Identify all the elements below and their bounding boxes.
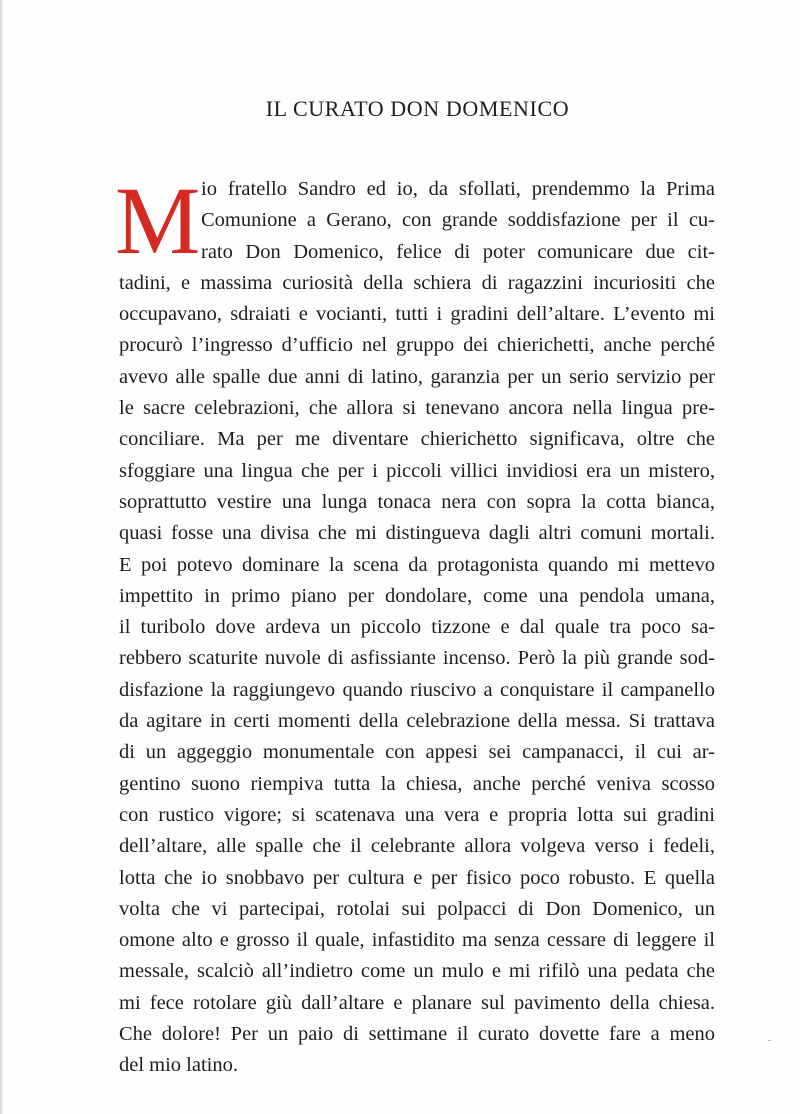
text-line: le sacre celebrazioni, che allora si tenevano ancora nella lingua pre- bbox=[119, 397, 715, 420]
text-line: Che dolore! Per un paio di settimane il curato dovette fare a meno bbox=[119, 1023, 715, 1046]
text-line: omone alto e grosso il quale, infastidito ma senza cessare di leggere il bbox=[119, 929, 715, 952]
text-line: messale, scalciò all’indietro come un mulo e mi rifilò una pedata che bbox=[119, 960, 715, 983]
chapter-body-paragraph bbox=[119, 174, 715, 1082]
text-line: disfazione la raggiungevo quando riuscivo a conquistare il campanello bbox=[119, 678, 715, 701]
text-line: dell’altare, alle spalle che il celebrante allora volgeva verso i fedeli, bbox=[119, 835, 715, 858]
text-line: volta che vi partecipai, rotolai sui polpacci di Don Domenico, un bbox=[119, 897, 715, 920]
text-line: io fratello Sandro ed io, da sfollati, prendemmo la Prima bbox=[201, 178, 715, 200]
text-line-last: del mio latino. bbox=[119, 1054, 238, 1077]
paper-speck bbox=[768, 1040, 771, 1041]
text-line: di un aggeggio monumentale con appesi sei campanacci, il cui ar- bbox=[119, 741, 715, 764]
drop-cap-initial: M bbox=[115, 167, 199, 274]
text-line: soprattutto vestire una lunga tonaca nera con sopra la cotta bianca, bbox=[119, 490, 715, 513]
text-line: con rustico vigore; si scatenava una vera e propria lotta sui gradini bbox=[119, 803, 715, 826]
text-line: sfoggiare una lingua che per i piccoli villici invidiosi era un mistero, bbox=[119, 459, 715, 482]
text-line: rebbero scaturite nuvole di asfissiante incenso. Però la più grande sod- bbox=[119, 647, 715, 670]
text-line: lotta che io snobbavo per cultura e per fisico poco robusto. E quella bbox=[119, 866, 715, 889]
page-binding-edge bbox=[0, 0, 4, 1114]
text-line: il turibolo dove ardeva un piccolo tizzone e dal quale tra poco sa- bbox=[119, 616, 715, 639]
text-line: impettito in primo piano per dondolare, come una pendola umana, bbox=[119, 584, 715, 607]
text-line: gentino suono riempiva tutta la chiesa, anche perché veniva scosso bbox=[119, 772, 715, 795]
text-line: tadini, e massima curiosità della schiera di ragazzini incuriositi che bbox=[119, 271, 715, 294]
text-line: Comunione a Gerano, con grande soddisfazione per il cu- bbox=[201, 209, 715, 232]
text-line: quasi fosse una divisa che mi distingueva dagli altri comuni mortali. bbox=[119, 522, 715, 545]
text-line: rato Don Domenico, felice di poter comunicare due cit- bbox=[201, 240, 715, 263]
text-line: avevo alle spalle due anni di latino, garanzia per un serio servizio per bbox=[119, 365, 715, 388]
text-line: procurò l’ingresso d’ufficio nel gruppo dei chierichetti, anche perché bbox=[119, 334, 715, 357]
text-line: occupavano, sdraiati e vocianti, tutti i gradini dell’altare. L’evento mi bbox=[119, 303, 715, 326]
text-line: da agitare in certi momenti della celebrazione della messa. Si trattava bbox=[119, 710, 715, 733]
text-line: E poi potevo dominare la scena da protagonista quando mi mettevo bbox=[119, 553, 715, 576]
text-line: mi fece rotolare giù dall’altare e planare sul pavimento della chiesa. bbox=[119, 991, 715, 1014]
text-line: conciliare. Ma per me diventare chierichetto significava, oltre che bbox=[119, 428, 715, 451]
chapter-title: IL CURATO DON DOMENICO bbox=[265, 96, 570, 121]
